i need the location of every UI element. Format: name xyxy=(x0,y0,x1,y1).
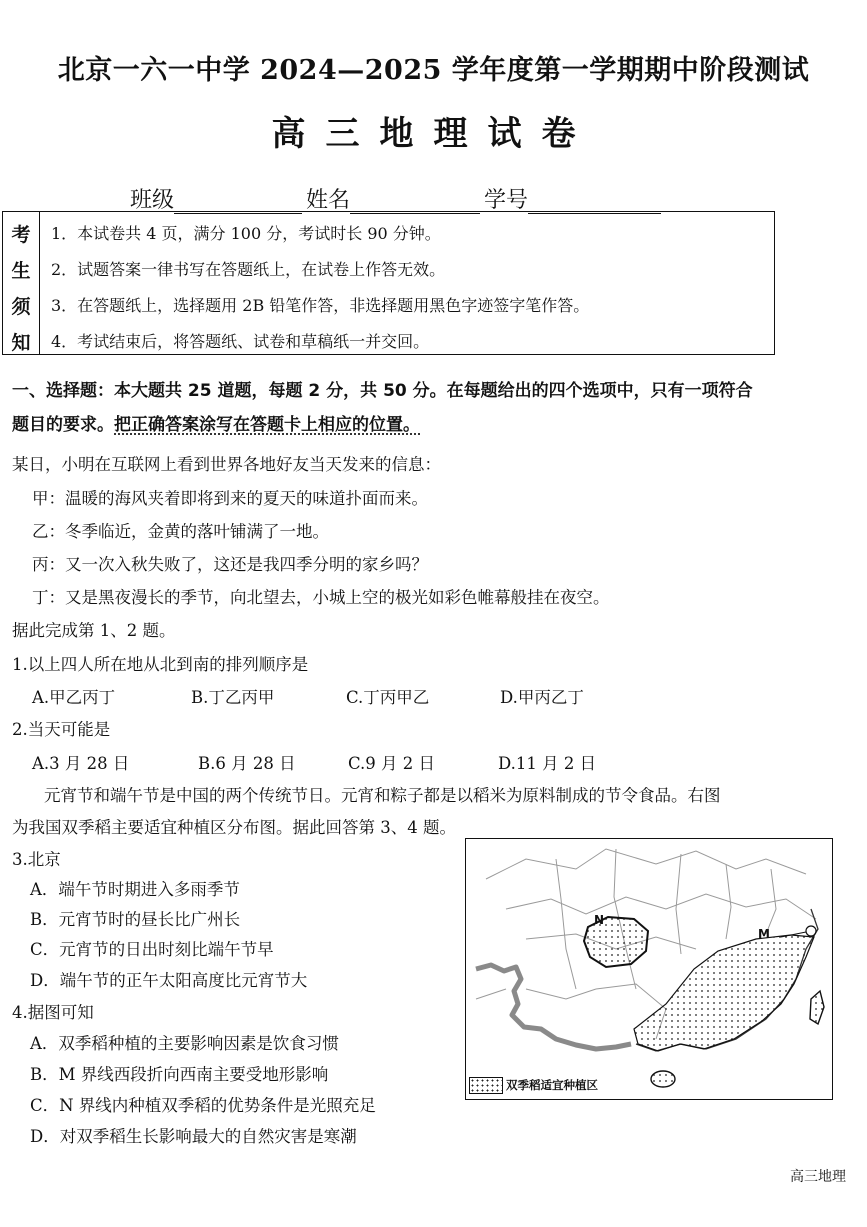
rice-zone-map xyxy=(465,838,833,1100)
q3-option-b: B．元宵节时的昼长比广州长 xyxy=(30,910,241,929)
class-label: 班级 xyxy=(130,188,175,213)
notice-side-char: 知 xyxy=(11,332,31,354)
name-field xyxy=(306,183,480,214)
passage2-line2: 为我国双季稻主要适宜种植区分布图。据此回答第 3、4 题。 xyxy=(12,818,456,837)
candidate-notice-box xyxy=(2,211,775,355)
q4-option-a: A．双季稻种植的主要影响因素是饮食习惯 xyxy=(30,1034,339,1053)
hainan-island xyxy=(651,1071,675,1087)
shanghai-marker xyxy=(806,926,816,936)
q3-option-d: D．端午节的正午太阳高度比元宵节大 xyxy=(30,971,308,990)
notice-side-char: 考 xyxy=(11,224,31,246)
message-ding: 丁：又是黑夜漫长的季节，向北望去，小城上空的极光如彩色帷幕般挂在夜空。 xyxy=(32,588,610,607)
map-drawing xyxy=(466,839,831,1098)
name-label: 姓名 xyxy=(306,188,351,213)
map-label-n: N xyxy=(594,913,605,927)
notice-side-char: 生 xyxy=(11,260,31,282)
section-heading-plain: 题目的要求。 xyxy=(12,415,114,435)
section-heading-emphasis: 把正确答案涂写在答题卡上相应的位置。 xyxy=(114,415,420,435)
q1-stem: 1.以上四人所在地从北到南的排列顺序是 xyxy=(12,655,309,674)
q1-option-d: D.甲丙乙丁 xyxy=(500,688,584,707)
legend-label: 双季稻适宜种植区 xyxy=(506,1078,598,1092)
q2-option-a: A.3 月 28 日 xyxy=(32,754,130,773)
q4-stem: 4.据图可知 xyxy=(12,1003,94,1022)
id-label: 学号 xyxy=(484,188,529,213)
notice-item: 4．考试结束后，将答题纸、试卷和草稿纸一并交回。 xyxy=(51,332,430,351)
message-bing: 丙：又一次入秋失败了，这还是我四季分明的家乡吗？ xyxy=(32,555,428,574)
message-jia: 甲：温暖的海风夹着即将到来的夏天的味道扑面而来。 xyxy=(32,489,428,508)
passage1-instruction: 据此完成第 1、2 题。 xyxy=(12,621,176,640)
notice-side-char: 须 xyxy=(11,296,31,318)
q3-option-c: C．元宵节的日出时刻比端午节早 xyxy=(30,940,274,959)
q2-stem: 2.当天可能是 xyxy=(12,720,111,739)
notice-item: 3．在答题纸上，选择题用 2B 铅笔作答，非选择题用黑色字迹签字笔作答。 xyxy=(51,296,590,315)
q3-option-a: A．端午节时期进入多雨季节 xyxy=(30,880,240,899)
class-field xyxy=(130,183,302,214)
q2-option-c: C.9 月 2 日 xyxy=(348,754,436,773)
section-heading-line1: 一、选择题：本大题共 25 道题，每题 2 分，共 50 分。在每题给出的四个选项中，只有一项符合 xyxy=(12,381,753,401)
national-border xyxy=(476,965,631,1049)
passage2-line1: 元宵节和端午节是中国的两个传统节日。元宵和粽子都是以稻米为原料制成的节令食品。右图 xyxy=(44,786,721,805)
map-label-m: M xyxy=(758,927,770,941)
rice-zone-main xyxy=(634,935,814,1051)
q4-option-d: D．对双季稻生长影响最大的自然灾害是寒潮 xyxy=(30,1127,357,1146)
passage1-intro: 某日，小明在互联网上看到世界各地好友当天发来的信息： xyxy=(12,455,441,474)
section-heading-line2 xyxy=(12,410,420,435)
notice-side-column xyxy=(3,212,40,354)
id-field xyxy=(484,183,661,214)
page-footer: 高三地理 xyxy=(790,1169,846,1185)
q4-option-c: C．N 界线内种植双季稻的优势条件是光照充足 xyxy=(30,1096,376,1115)
message-yi: 乙：冬季临近，金黄的落叶铺满了一地。 xyxy=(32,522,329,541)
exam-title: 高三地理试卷 xyxy=(271,114,596,154)
q1-option-a: A.甲乙丙丁 xyxy=(32,688,116,707)
notice-item: 1．本试卷共 4 页，满分 100 分，考试时长 90 分钟。 xyxy=(51,224,441,243)
q2-option-d: D.11 月 2 日 xyxy=(498,754,597,773)
school-title: 北京一六一中学 2024—2025 学年度第一学期期中阶段测试 xyxy=(57,55,810,86)
q1-option-c: C.丁丙甲乙 xyxy=(346,688,430,707)
q2-option-b: B.6 月 28 日 xyxy=(198,754,296,773)
legend-swatch xyxy=(469,1077,503,1094)
notice-item: 2．试题答案一律书写在答题纸上，在试卷上作答无效。 xyxy=(51,260,446,279)
q4-option-b: B．M 界线西段折向西南主要受地形影响 xyxy=(30,1065,329,1084)
q1-option-b: B.丁乙丙甲 xyxy=(191,688,275,707)
q3-stem: 3.北京 xyxy=(12,850,61,869)
taiwan-island xyxy=(810,991,824,1024)
